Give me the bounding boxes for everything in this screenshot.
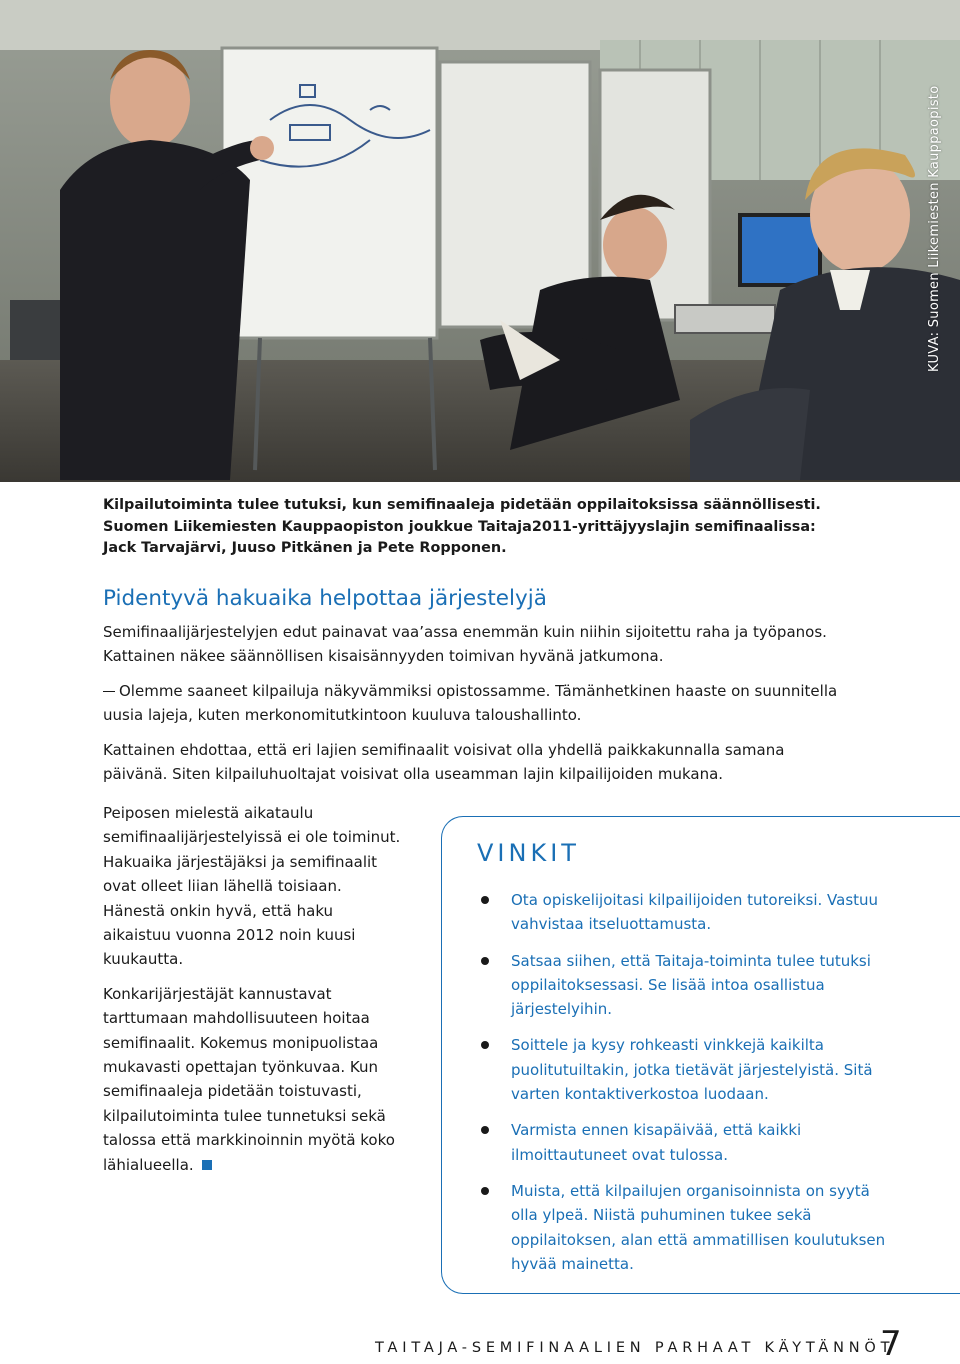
bullet-icon xyxy=(481,1041,489,1049)
end-mark-icon xyxy=(202,1160,212,1170)
tip-item xyxy=(477,1179,897,1276)
tips-box xyxy=(441,816,960,1294)
page-number: 7 xyxy=(880,1324,902,1364)
section-heading: Pidentyvä hakuaika helpottaa järjestelyjä xyxy=(103,586,547,611)
tip-item xyxy=(477,888,897,937)
tip-text: Satsaa siihen, että Taitaja-toiminta tulee tutuksi oppilaitoksessasi. Se lisää intoa osallistua järjestelyihin. xyxy=(511,951,871,1019)
hero-photo xyxy=(0,0,960,482)
tips-title: VINKIT xyxy=(477,839,580,867)
tip-text: Varmista ennen kisapäivää, että kaikki ilmoittautuneet ovat tulossa. xyxy=(511,1121,802,1164)
left-paragraph-2 xyxy=(103,982,403,1177)
bullet-icon xyxy=(481,896,489,904)
tip-text: Ota opiskelijoitasi kilpailijoiden tutoreiksi. Vastuu vahvistaa itseluottamusta. xyxy=(511,891,879,934)
paragraph-1: Semifinaalijärjestelyjen edut painavat vaa’assa enemmän kuin niihin sijoitettu raha ja työpanos. Kattainen näkee säännöllisen kisaisännyyden toimivan hyvänä jatkumona. xyxy=(103,623,827,665)
paragraph-2-quote xyxy=(103,679,848,727)
photo-credit: KUVA: Suomen Liikemiesten Kauppaopisto xyxy=(927,85,942,372)
bullet-icon xyxy=(481,957,489,965)
photo-caption: Kilpailutoiminta tulee tutuksi, kun semifinaaleja pidetään oppilaitoksissa säännöllisesti. Suomen Liikemiesten Kauppaopiston joukkue Taitaja2011-yrittäjyyslajin semifinaalissa: Jack Tarvajärvi, Juuso Pitkänen ja Pete Ropponen. xyxy=(103,497,821,556)
bullet-icon xyxy=(481,1126,489,1134)
paragraph-2-text: Olemme saaneet kilpailuja näkyvämmiksi opistossamme. Tämänhetkinen haaste on suunnitella uusia lajeja, kuten merkonomitutkintoon kuuluva taloushallinto. xyxy=(103,682,838,724)
tip-text: Muista, että kilpailujen organisoinnista on syytä olla ylpeä. Niistä puhuminen tukee sekä oppilaitoksen, alan että ammatillisen koulutuksen hyvää mainetta. xyxy=(511,1181,886,1273)
left-paragraph-2-text: Konkarijärjestäjät kannustavat tarttumaan mahdollisuuteen hoitaa semifinaalit. Kokemus monipuolistaa mukavasti opettajan työnkuvaa. Kun semifinaaleja pidetään toistuvasti, kilpailutoiminta tulee tunnetuksi sekä talossa että markkinoinnin myötä koko lähialueella. xyxy=(103,984,395,1174)
bullet-icon xyxy=(481,1187,489,1195)
quote-dash xyxy=(103,691,115,692)
paragraph-3: Kattainen ehdottaa, että eri lajien semifinaalit voisivat olla yhdellä paikkakunnalla samana päivänä. Siten kilpailuhuoltajat voisivat olla useamman lajin kilpailijoiden mukana. xyxy=(103,741,785,783)
tip-item xyxy=(477,949,897,1022)
tips-list xyxy=(477,888,897,1288)
left-column xyxy=(103,801,403,1187)
left-paragraph-1: Peiposen mielestä aikataulu semifinaalijärjestelyissä ei ole toiminut. Hakuaika järjestäjäksi ja semifinaalit ovat olleet liian lähellä toisiaan. Hänestä onkin hyvä, että haku aikaistuu vuonna 2012 noin kuusi kuukautta. xyxy=(103,804,401,969)
tip-item xyxy=(477,1033,897,1106)
footer-title: TAITAJA-SEMIFINAALIEN PARHAAT KÄYTÄNNÖT xyxy=(375,1340,895,1356)
photo-illustration xyxy=(0,0,960,482)
tip-item xyxy=(477,1118,897,1167)
tip-text: Soittele ja kysy rohkeasti vinkkejä kaikilta puolitutuiltakin, jotka tietävät järjestelyistä. Sitä varten kontaktiverkostoa luodaan. xyxy=(511,1036,873,1104)
